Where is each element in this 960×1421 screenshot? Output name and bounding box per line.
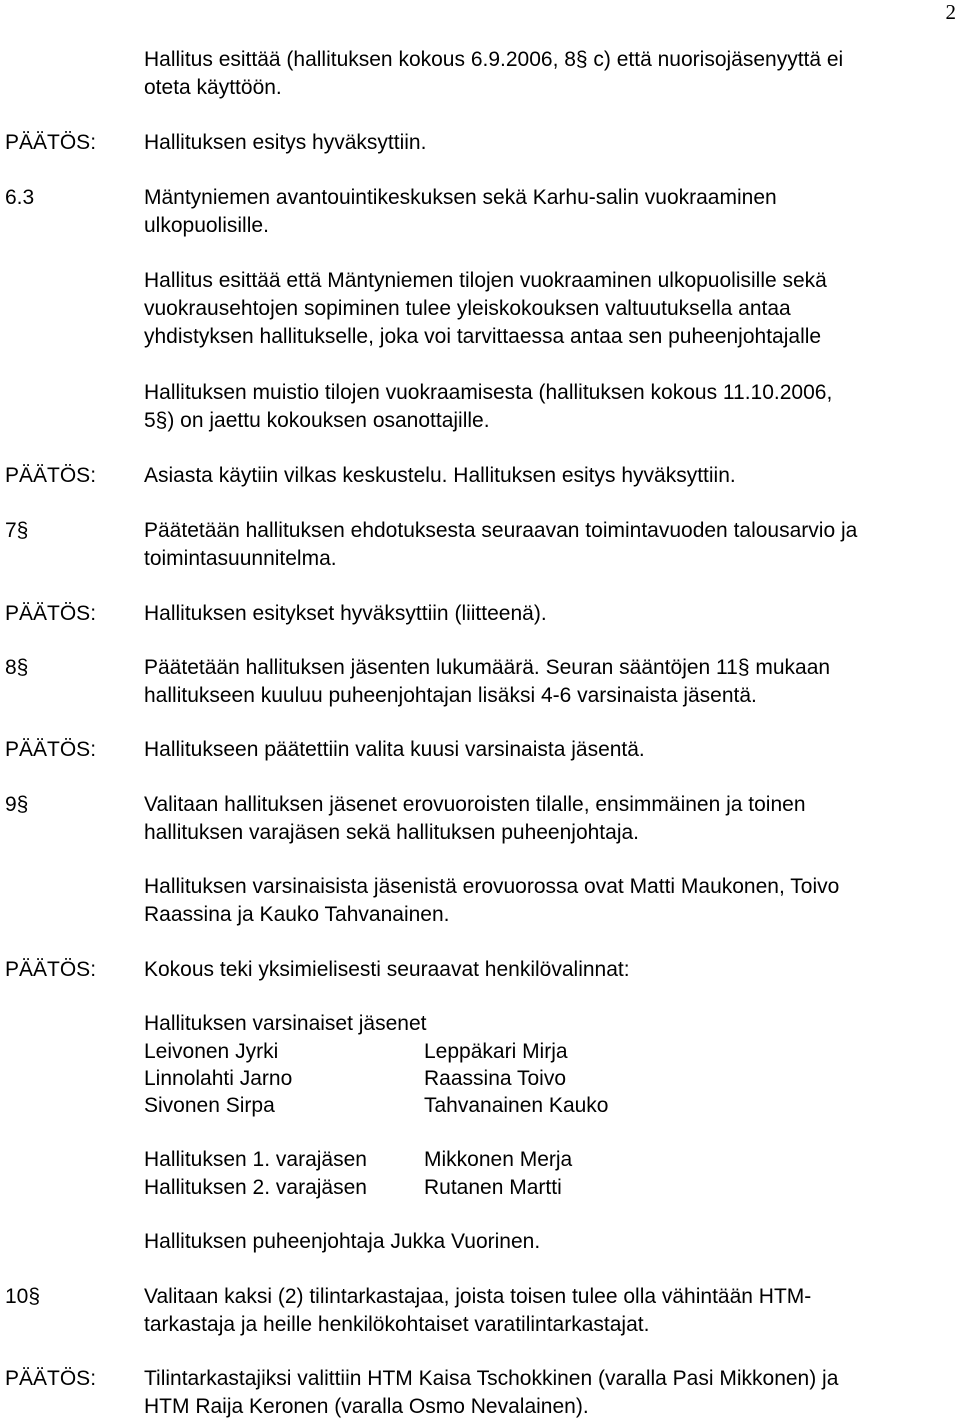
item-number: 7§ [5,519,29,542]
member-name: Raassina Toivo [424,1067,567,1090]
decision-label: PÄÄTÖS: [5,602,97,625]
item-text: Valitaan kaksi (2) tilintarkastajaa, joista toisen tulee olla vähintään HTM- [144,1285,812,1308]
intro-text: Hallitus esittää (hallituksen kokous 6.9.2006, 8§ c) että nuorisojäsenyyttä ei [144,48,844,71]
decision-label: PÄÄTÖS: [5,1367,97,1390]
decision-label: PÄÄTÖS: [5,738,97,761]
item-number: 6.3 [5,186,35,209]
member-name: Linnolahti Jarno [144,1067,293,1090]
item-title: ulkopuolisille. [144,214,269,237]
deputy-role: Hallituksen 2. varajäsen [144,1176,367,1199]
decision-text: Asiasta käytiin vilkas keskustelu. Hallituksen esitys hyväksyttiin. [144,464,736,487]
item-number: 8§ [5,656,29,679]
decision-text: Hallituksen esitykset hyväksyttiin (liitteenä). [144,602,547,625]
deputy-name: Rutanen Martti [424,1176,562,1199]
item-text: Valitaan hallituksen jäsenet erovuoroisten tilalle, ensimmäinen ja toinen [144,793,806,816]
item-text: tarkastaja ja heille henkilökohtaiset varatilintarkastajat. [144,1313,650,1336]
decision-text: Tilintarkastajiksi valittiin HTM Kaisa Tschokkinen (varalla Pasi Mikkonen) ja [144,1367,839,1390]
paragraph-line: Hallituksen muistio tilojen vuokraamisesta (hallituksen kokous 11.10.2006, [144,381,833,404]
paragraph-line: vuokrausehtojen sopiminen tulee yleiskokouksen valtuutuksella antaa [144,297,791,320]
members-heading: Hallituksen varsinaiset jäsenet [144,1012,427,1035]
chair-text: Hallituksen puheenjohtaja Jukka Vuorinen. [144,1230,541,1253]
member-name: Leppäkari Mirja [424,1040,568,1063]
item-text: hallitukseen kuuluu puheenjohtajan lisäksi 4-6 varsinaista jäsentä. [144,684,757,707]
member-name: Tahvanainen Kauko [424,1094,609,1117]
deputy-name: Mikkonen Merja [424,1148,573,1171]
decision-text: Hallitukseen päätettiin valita kuusi varsinaista jäsentä. [144,738,645,761]
item-text: hallituksen varajäsen sekä hallituksen puheenjohtaja. [144,821,639,844]
paragraph-line: yhdistyksen hallitukselle, joka voi tarvittaessa antaa sen puheenjohtajalle [144,325,822,348]
intro-text: oteta käyttöön. [144,76,282,99]
decision-text: HTM Raija Keronen (varalla Osmo Nevalainen). [144,1395,589,1418]
deputy-role: Hallituksen 1. varajäsen [144,1148,367,1171]
paragraph-line: Hallituksen varsinaisista jäsenistä erovuorossa ovat Matti Maukonen, Toivo [144,875,840,898]
paragraph-line: 5§) on jaettu kokouksen osanottajille. [144,409,490,432]
item-text: Päätetään hallituksen ehdotuksesta seuraavan toimintavuoden talousarvio ja [144,519,858,542]
decision-text: Kokous teki yksimielisesti seuraavat henkilövalinnat: [144,958,630,981]
member-name: Sivonen Sirpa [144,1094,275,1117]
page-number: 2 [945,0,956,24]
paragraph-line: Raassina ja Kauko Tahvanainen. [144,903,450,926]
paragraph-line: Hallitus esittää että Mäntyniemen tilojen vuokraaminen ulkopuolisille sekä [144,269,827,292]
item-number: 9§ [5,793,29,816]
decision-label: PÄÄTÖS: [5,131,97,154]
member-name: Leivonen Jyrki [144,1040,279,1063]
decision-text: Hallituksen esitys hyväksyttiin. [144,131,427,154]
item-text: Päätetään hallituksen jäsenten lukumäärä. Seuran sääntöjen 11§ mukaan [144,656,831,679]
item-title: Mäntyniemen avantouintikeskuksen sekä Karhu-salin vuokraaminen [144,186,777,209]
item-number: 10§ [5,1285,41,1308]
item-text: toimintasuunnitelma. [144,547,337,570]
decision-label: PÄÄTÖS: [5,958,97,981]
decision-label: PÄÄTÖS: [5,464,97,487]
